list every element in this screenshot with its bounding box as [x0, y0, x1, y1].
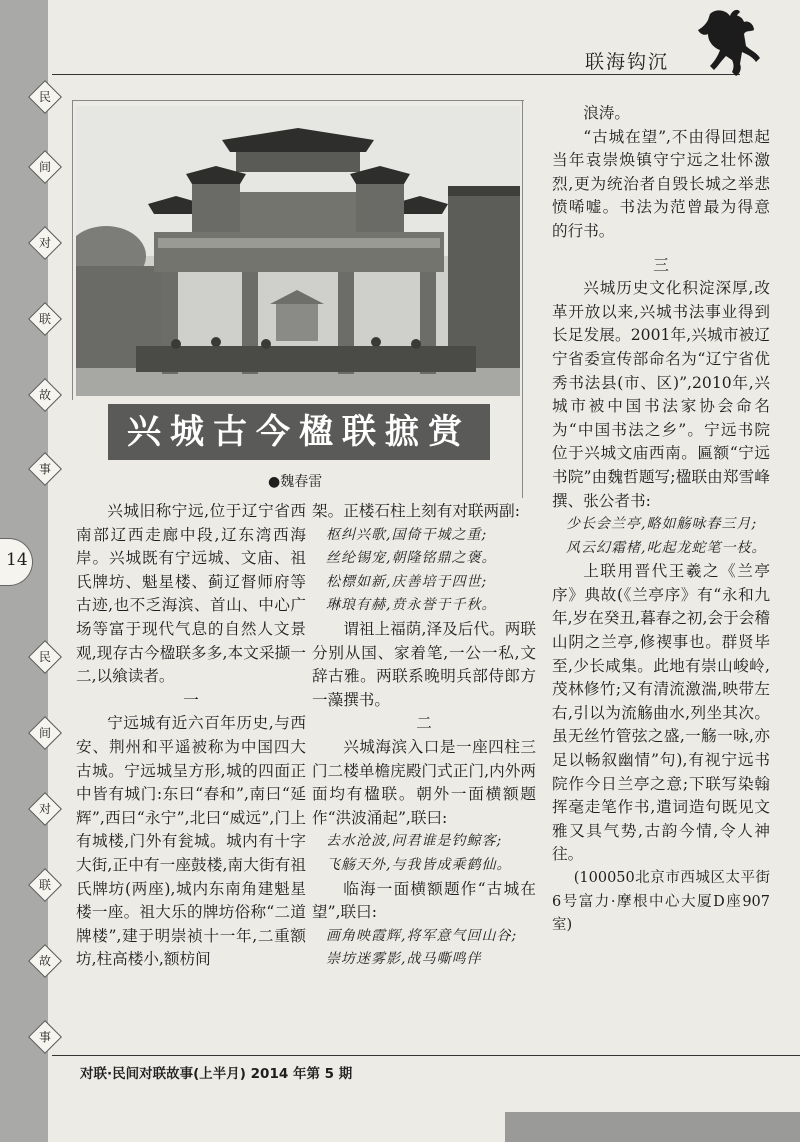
side-label-bottom-4: 联	[28, 868, 62, 902]
paragraph: 兴城旧称宁远,位于辽宁省西南部辽西走廊中段,辽东湾西海岸。兴城既有宁远城、文庙、祖氏牌坊、魁星楼、蓟辽督师府等古迹,也不乏海滨、首山、中心广场等富于现代气息的自然人文景观,现存古今楹联多多,本文采撷一二,以飨读者。	[76, 502, 306, 686]
couplet-line: 少长会兰亭,略如觞咏春三月;	[566, 516, 758, 533]
horse-logo-icon	[696, 6, 766, 80]
author-address: (100050北京市西城区太平街6号富力·摩根中心大厦D座907室)	[552, 870, 770, 934]
side-label-top-4: 联	[28, 302, 62, 336]
side-label-top-3: 对	[28, 226, 62, 260]
page-number: 14	[6, 550, 28, 570]
paragraph: 架。正楼石柱上刻有对联两副:	[312, 502, 520, 520]
section-number: 二	[416, 714, 432, 733]
footer-bar	[505, 1112, 800, 1142]
couplet-line: 枢纠兴歌,国倚干城之重;	[326, 526, 488, 543]
side-label-top-6: 事	[28, 452, 62, 486]
footer-publication: 对联·民间对联故事(上半月) 2014 年第 5 期	[80, 1066, 353, 1082]
paragraph: 宁远城有近六百年历史,与西安、荆州和平遥被称为中国四大古城。宁远城呈方形,城的四面正中皆有城门:东曰“春和”,南曰“延辉”,西曰“永宁”,北曰“威远”,门上有城楼,门外有瓮城。城内有十字大街,正中有一座鼓楼,南大街有祖氏牌坊(两座),城内东南角建魁星楼一座。祖大乐的牌坊俗称“二道牌楼”,建于明崇祯十一年,二重额坊,柱高楼小,额枋间	[76, 714, 306, 969]
paragraph: 兴城历史文化积淀深厚,改革开放以来,兴城书法事业得到长足发展。2001年,兴城市被辽宁省委宣传部命名为“辽宁省优秀书法县(市、区)”,2010年,兴城市被中国书法家协会命名为“中国书法之乡”。宁远书院位于兴城文庙西南。匾额“宁远书院”由魏哲题写;楹联由郑雪峰撰、张公者书:	[552, 279, 770, 510]
text-column-2	[312, 500, 536, 972]
section-number: 一	[183, 690, 199, 709]
side-label-bottom-6: 事	[28, 1020, 62, 1054]
paragraph: “古城在望”,不由得回想起当年袁崇焕镇守宁远之壮怀激烈,更为统治者自毁长城之举悲愤唏嘘。书法为范曾最为得意的行书。	[552, 127, 770, 240]
side-label-top-1: 民	[28, 80, 62, 114]
couplet-line: 去水沧波,问君谁是钓鲸客;	[326, 833, 503, 850]
text-column-1	[76, 500, 306, 972]
couplet-line: 风云幻霜楮,叱起龙蛇笔一枝。	[566, 539, 767, 556]
paragraph: 浪涛。	[583, 104, 630, 122]
couplet-line: 琳琅有赫,贲永誉于千秋。	[326, 597, 497, 614]
side-label-top-2: 间	[28, 150, 62, 184]
header-rule	[52, 74, 740, 75]
paragraph: 谓祖上福荫,泽及后代。两联分别从国、家着笔,一公一私,文辞古雅。两联系晚明兵部侍郎方一藻撰书。	[312, 619, 536, 709]
memorial-archway-photo	[76, 106, 520, 396]
side-label-bottom-1: 民	[28, 640, 62, 674]
couplet-line: 画角映霞辉,将军意气回山谷;	[326, 927, 518, 944]
paragraph: 临海一面横额题作“古城在望”,联曰:	[312, 879, 536, 922]
couplet-line: 松標如新,庆善培于四世;	[326, 573, 488, 590]
photo-frame-left	[72, 100, 73, 400]
side-label-bottom-3: 对	[28, 792, 62, 826]
paragraph: 上联用晋代王羲之《兰亭序》典故(《兰亭序》有“永和九年,岁在癸丑,暮春之初,会于会稽山阴之兰亭,修禊事也。群贤毕至,少长咸集。此地有崇山峻岭,茂林修竹;又有清流激湍,映带左右,引以为流觞曲水,列坐其次。虽无丝竹管弦之盛,一觞一咏,亦足以畅叙幽情”句),有视宁远书院作今日兰亭之意;下联写染翰挥毫走笔作书,遣词造句既见文雅又具气势,古韵今情,令人神往。	[552, 562, 770, 864]
couplet-line: 崇坊迷雾影,战马嘶鸣伴	[326, 951, 482, 968]
couplet-line: 丝纶锡宠,朝隆铭鼎之褒。	[326, 550, 497, 567]
photo-frame-right	[522, 100, 523, 498]
article-author: ●魏春雷	[268, 474, 323, 490]
side-label-bottom-5: 故	[28, 944, 62, 978]
article-title: 兴城古今楹联摭赏	[127, 412, 471, 452]
couplet-line: 飞觞天外,与我皆成乘鹤仙。	[326, 856, 512, 873]
paragraph: 兴城海滨入口是一座四柱三门二楼单檐庑殿门式正门,内外两面均有楹联。朝外一面横额题作“洪波涌起”,联曰:	[312, 737, 536, 827]
section-number: 三	[653, 255, 669, 274]
photo-frame-top	[72, 100, 524, 101]
text-column-3	[552, 102, 770, 938]
footer-rule	[52, 1055, 800, 1056]
column-title: 联海钩沉	[585, 51, 670, 73]
side-label-bottom-2: 间	[28, 716, 62, 750]
side-label-top-5: 故	[28, 378, 62, 412]
